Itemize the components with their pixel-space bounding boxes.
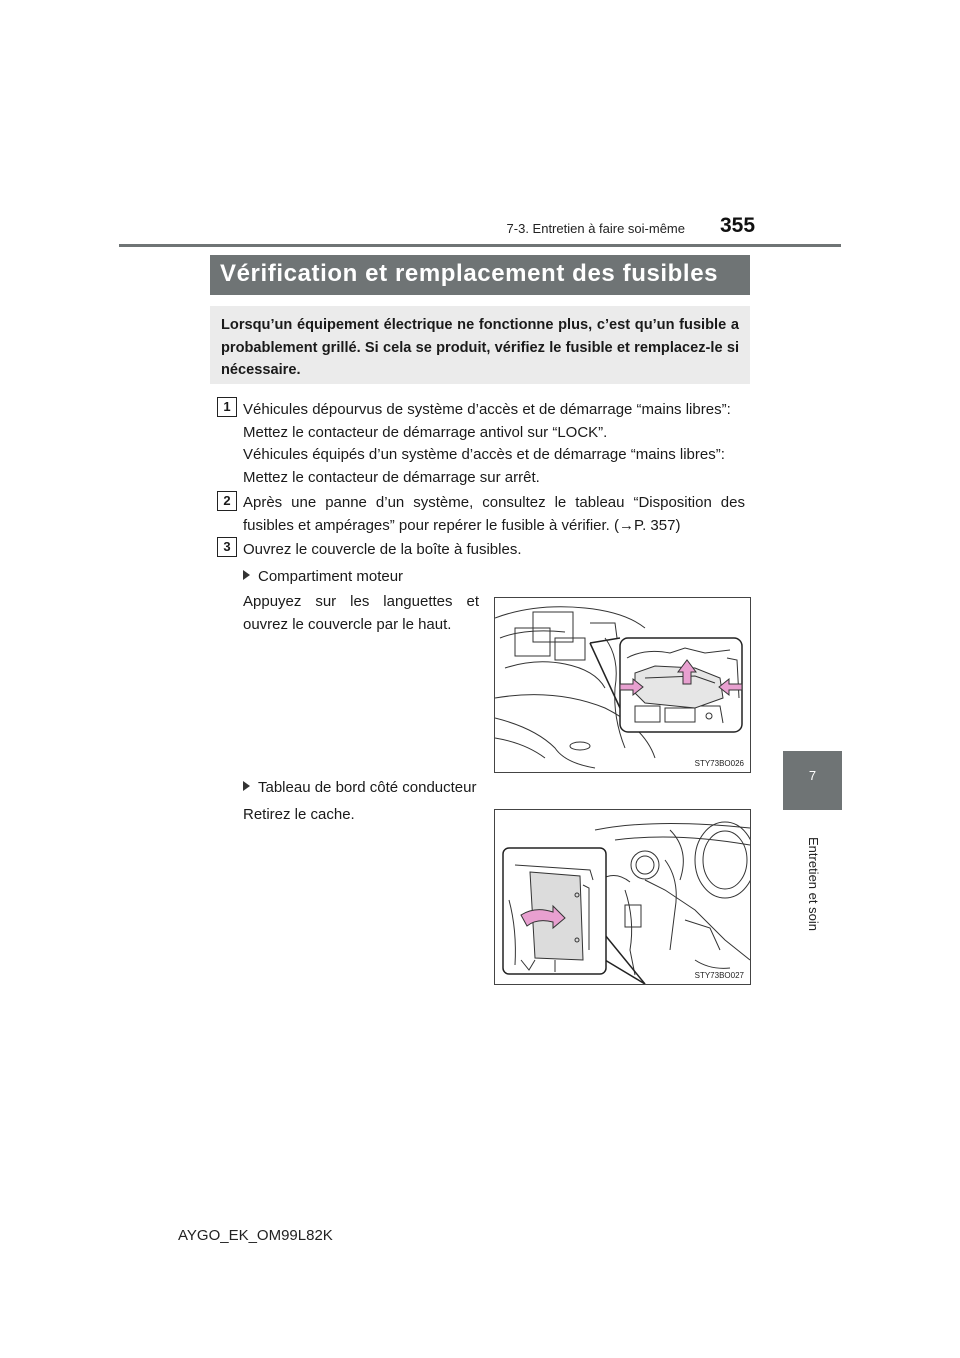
step-3-paragraph: Ouvrez le couvercle de la boîte à fusibles. [243, 541, 522, 558]
section-header: 7-3. Entretien à faire soi-même [506, 221, 685, 236]
engine-compartment-figure [494, 597, 751, 773]
step-number-2: 2 [217, 491, 237, 511]
step-2-paragraph: Après une panne d’un système, consultez le tableau “Disposition des fusibles et ampérages” pour repérer le fusible à vérifier. (→P. 357) [243, 494, 745, 534]
engine-figure-code: STY73BO026 [694, 759, 744, 768]
page-number: 355 [720, 214, 756, 237]
dashboard-figure-code: STY73BO027 [694, 971, 744, 980]
sub-item-engine-text: Appuyez sur les languettes et ouvrez le couvercle par le haut. [243, 593, 479, 633]
sub-item-dashboard-text: Retirez le cache. [243, 806, 355, 823]
chapter-label: Entretien et soin [806, 837, 821, 931]
chapter-number: 7 [808, 768, 817, 783]
step-1-paragraph-1: Véhicules dépourvus de système d’accès et de démarrage “mains libres”: Mettez le contacteur de démarrage antivol sur “LOCK”. [243, 401, 731, 441]
sub-item-dashboard-heading-text: Tableau de bord côté conducteur [258, 779, 477, 796]
bullet-arrow-icon [243, 781, 250, 791]
intro-box [210, 306, 750, 384]
sub-item-dashboard-heading [243, 777, 503, 800]
bullet-arrow-icon [243, 570, 250, 580]
sub-item-engine-heading-text: Compartiment moteur [258, 568, 404, 585]
step-number-1: 1 [217, 397, 237, 417]
header-rule [119, 244, 841, 247]
step-1-paragraph-2: Véhicules équipés d’un système d’accès et de démarrage “mains libres”: Mettez le contacteur de démarrage sur arrêt. [243, 446, 725, 486]
dashboard-fuse-cover-illustration-icon [495, 810, 750, 984]
engine-compartment-fuse-box-illustration-icon [495, 598, 750, 772]
document-code-footer: AYGO_EK_OM99L82K [178, 1227, 333, 1244]
dashboard-figure [494, 809, 751, 985]
page-title: Vérification et remplacement des fusibles [220, 260, 719, 287]
sub-item-engine-heading [243, 566, 503, 589]
page-title-bar [210, 255, 750, 295]
step-number-3: 3 [217, 537, 237, 557]
chapter-label-container [805, 837, 825, 977]
intro-text: Lorsqu’un équipement électrique ne fonctionne plus, c’est qu’un fusible a probablement grillé. Si cela se produit, vérifiez le fusible et remplacez-le si nécessaire. [221, 317, 739, 378]
